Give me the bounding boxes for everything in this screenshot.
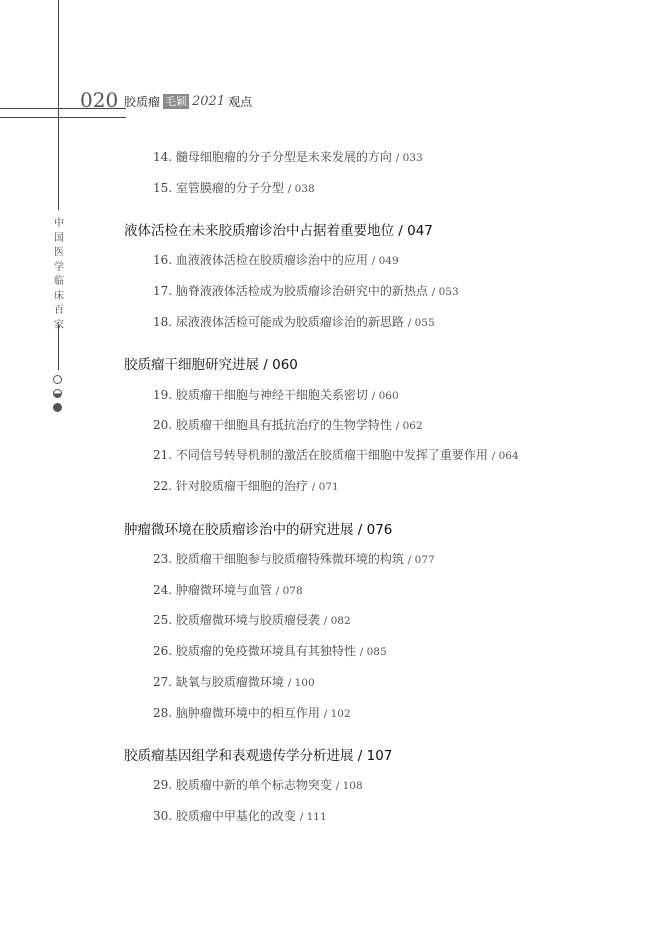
toc-entry[interactable]: 14. 髓母细胞瘤的分子分型是未来发展的方向 / 033 bbox=[153, 150, 423, 164]
running-head-year: 2021 bbox=[192, 94, 226, 109]
toc-entry[interactable]: 27. 缺氧与胶质瘤微环境 / 100 bbox=[153, 675, 315, 689]
running-head-title: 胶质瘤 bbox=[124, 95, 161, 109]
page-number: 020 bbox=[80, 88, 119, 112]
running-head-suffix: 观点 bbox=[228, 95, 253, 109]
toc-entry[interactable]: 26. 胶质瘤的免疫微环境具有其独特性 / 085 bbox=[153, 644, 387, 658]
header-rule-vertical bbox=[58, 0, 59, 210]
toc-entry[interactable]: 21. 不同信号转导机制的激活在胶质瘤干细胞中发挥了重要作用 / 064 bbox=[153, 448, 519, 462]
empty-circle-icon bbox=[53, 375, 62, 384]
toc-entry[interactable]: 29. 胶质瘤中新的单个标志物突变 / 108 bbox=[153, 778, 363, 792]
toc-entry[interactable]: 30. 胶质瘤中甲基化的改变 / 111 bbox=[153, 809, 327, 823]
header-rule-bottom bbox=[0, 117, 126, 118]
toc-entry[interactable]: 23. 胶质瘤干细胞参与胶质瘤特殊微环境的构筑 / 077 bbox=[153, 552, 435, 566]
toc-entry[interactable]: 18. 尿液液体活检可能成为胶质瘤诊治的新思路 / 055 bbox=[153, 315, 435, 329]
toc-section-title[interactable]: 肿瘤微环境在胶质瘤诊治中的研究进展 / 076 bbox=[124, 522, 393, 538]
toc-section-title[interactable]: 胶质瘤干细胞研究进展 / 060 bbox=[124, 357, 298, 373]
toc-entry[interactable]: 22. 针对胶质瘤干细胞的治疗 / 071 bbox=[153, 479, 339, 493]
toc-entry[interactable]: 16. 血液液体活检在胶质瘤诊治中的应用 / 049 bbox=[153, 253, 399, 267]
running-head bbox=[124, 93, 252, 110]
series-label: 中国医学临床百家 bbox=[54, 218, 64, 331]
toc-entry[interactable]: 28. 脑肿瘤微环境中的相互作用 / 102 bbox=[153, 706, 351, 720]
toc-entry[interactable]: 15. 室管膜瘤的分子分型 / 038 bbox=[153, 181, 315, 195]
toc-section-title[interactable]: 胶质瘤基因组学和表观遗传学分析进展 / 107 bbox=[124, 748, 393, 764]
half-circle-icon bbox=[53, 389, 62, 398]
toc-section-title[interactable]: 液体活检在未来胶质瘤诊治中占据着重要地位 / 047 bbox=[124, 223, 433, 239]
toc-entry[interactable]: 25. 胶质瘤微环境与胶质瘤侵袭 / 082 bbox=[153, 613, 351, 627]
toc-entry[interactable]: 24. 肿瘤微环境与血管 / 078 bbox=[153, 583, 303, 597]
toc-entry[interactable]: 19. 胶质瘤干细胞与神经干细胞关系密切 / 060 bbox=[153, 388, 399, 402]
toc-entry[interactable]: 20. 胶质瘤干细胞具有抵抗治疗的生物学特性 / 062 bbox=[153, 418, 423, 432]
running-head-author-tag: 毛颖 bbox=[165, 95, 188, 108]
filled-circle-icon bbox=[53, 403, 62, 412]
toc-entry[interactable]: 17. 脑脊液液体活检成为胶质瘤诊治研究中的新热点 / 053 bbox=[153, 284, 459, 298]
